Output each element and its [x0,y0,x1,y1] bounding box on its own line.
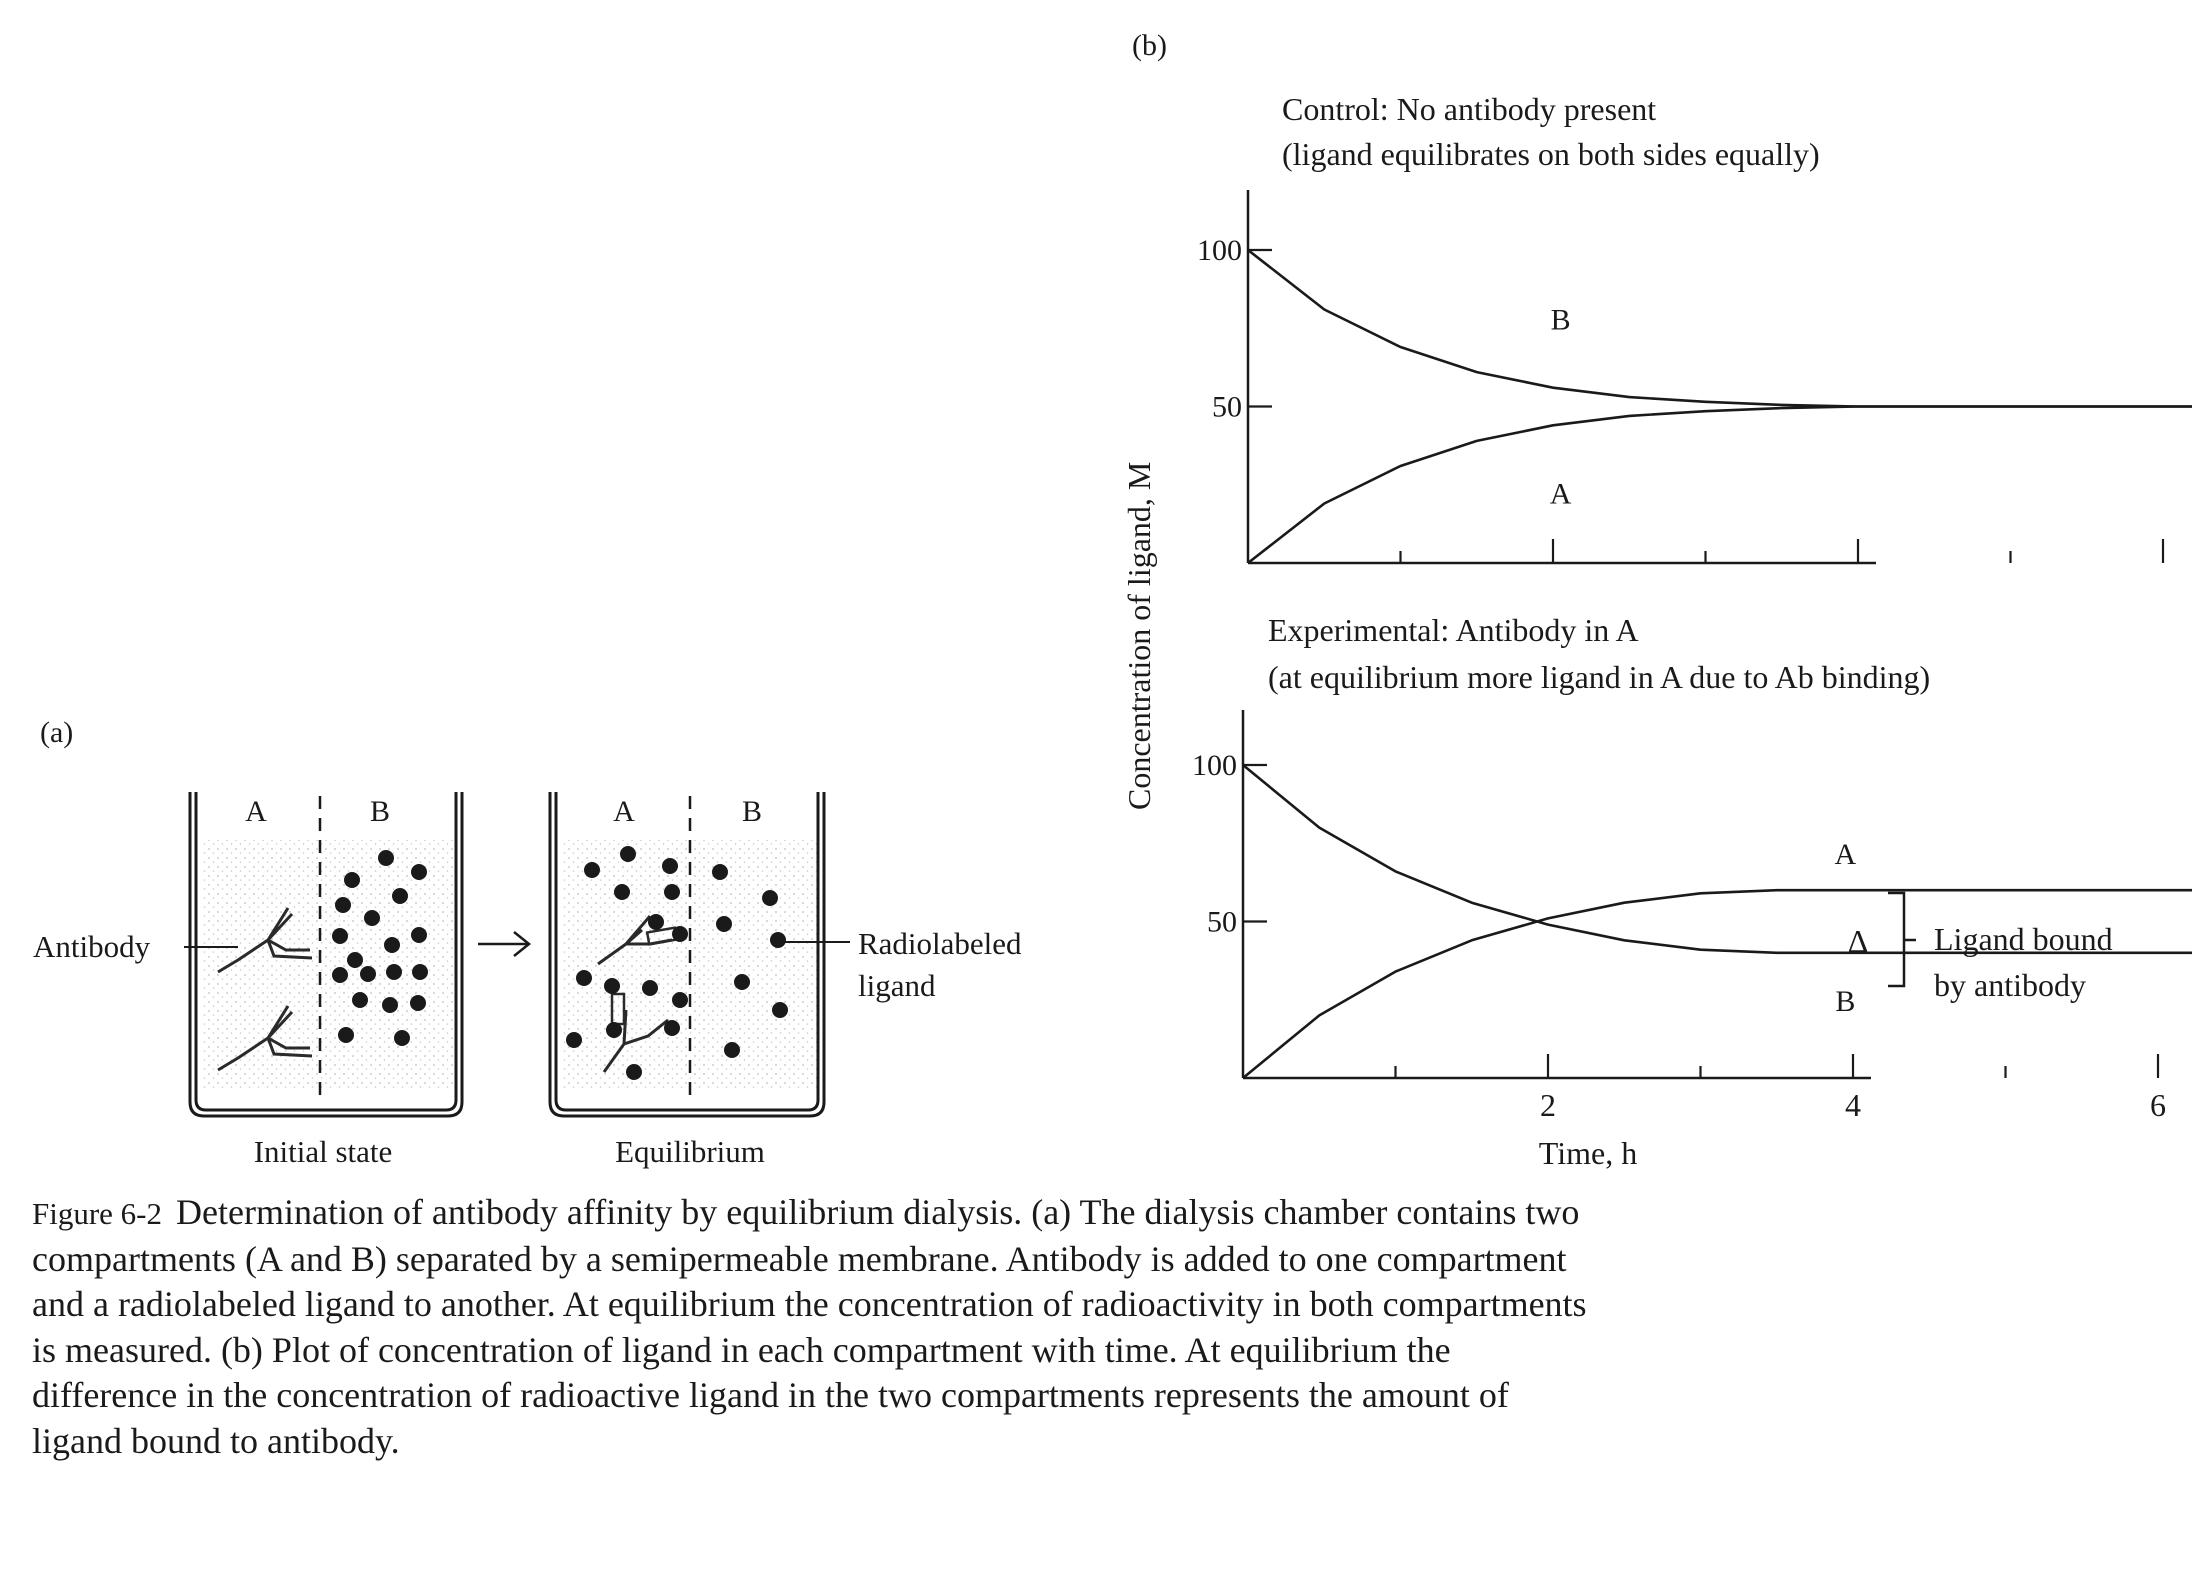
radiolabeled-ligand-label-line2: ligand [858,968,936,1003]
y-tick-label: 50 [1207,905,1237,939]
y-tick-label: 100 [1197,234,1242,267]
control-chart-subtitle: (ligand equilibrates on both sides equally) [1282,136,1820,172]
antibody-label: Antibody [33,929,151,964]
figure-label: Figure 6-2 [32,1196,163,1231]
experimental-chart-title: Experimental: Antibody in A [1268,612,1639,648]
y-axis-label: Concentration of ligand, M [1121,461,1157,810]
y-tick-label: 100 [1192,749,1237,782]
panel-a-label: (a) [40,716,74,749]
ligand-bound-label-line2: by antibody [1934,967,2086,1003]
ligand-bound-label-line1: Ligand bound [1934,921,2113,957]
control-chart-title: Control: No antibody present [1282,91,1657,127]
delta-symbol: Δ [1847,923,1869,959]
x-axis-label: Time, h [1538,1135,1638,1171]
delta-bracket [1888,893,1916,986]
x-tick-label: 6 [2150,1087,2166,1123]
beaker-initial [190,792,462,1116]
control-chart [1197,190,2192,563]
series-line-a [1248,407,2192,564]
experimental-chart [1192,710,2192,1123]
compartment-b-label: B [369,795,391,828]
beaker-equilibrium-solution [562,840,817,1090]
series-line-b [1248,250,2192,407]
y-tick-label: 50 [1212,390,1242,424]
compartment-a-label: A [245,795,267,828]
panel-b-label: (b) [1132,29,1167,62]
caption-text: Determination of antibody affinity by equilibrium dialysis. (a) The dialysis chamber contains two compartments (A and B) separated by a semipermeable membrane. Antibody is added to one compartment and a radiolabeled ligand to another. At equilibrium the concentration of radioactivity in both compartments is measured. (b) Plot of concentration of ligand in each compartment with time. At equilibrium the difference in the concentration of radioactive ligand in the two compartments represents the amount of ligand bound to antibody. [32,1192,1587,1461]
equilibrium-caption: Equilibrium [615,1134,765,1169]
initial-state-caption: Initial state [253,1134,393,1169]
compartment-b-label: B [741,795,763,828]
series-label-a: A [1834,838,1857,872]
series-label-b: B [1835,984,1856,1018]
arrow-right-icon [478,932,529,956]
series-label-b: B [1550,303,1571,337]
figure-caption [32,1190,1592,1464]
x-tick-label: 4 [1845,1087,1861,1123]
experimental-chart-subtitle: (at equilibrium more ligand in A due to Ab binding) [1268,659,1931,695]
radiolabeled-ligand-label-line1: Radiolabeled [858,926,1022,961]
series-label-a: A [1549,477,1572,511]
compartment-a-label: A [613,795,635,828]
x-tick-label: 2 [1540,1087,1556,1123]
beaker-equilibrium [550,792,824,1116]
